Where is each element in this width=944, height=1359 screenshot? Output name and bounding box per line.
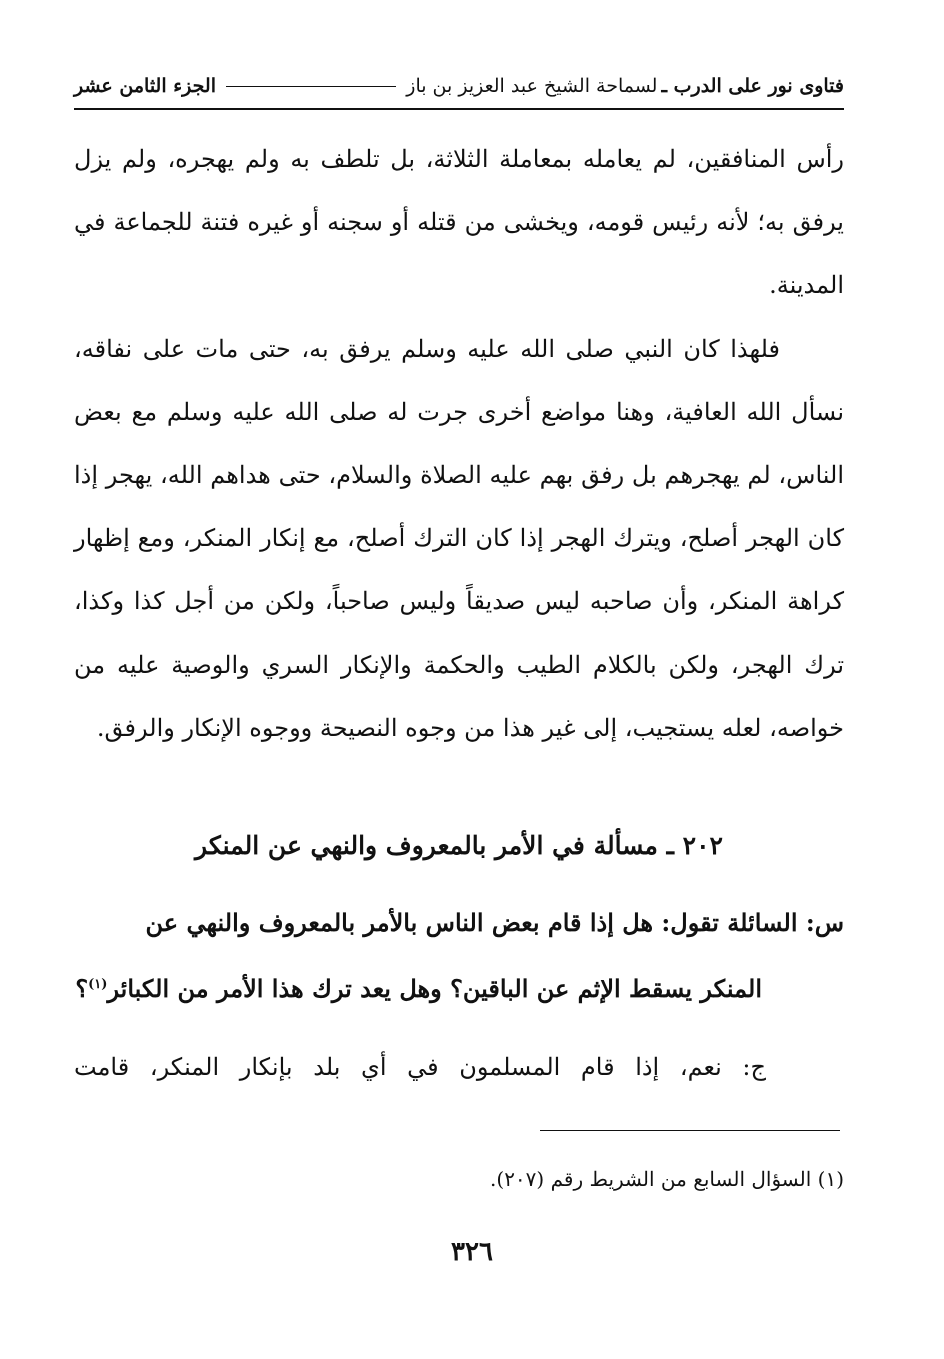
paragraph-1: رأس المنافقين، لم يعامله بمعاملة الثلاثة، بل تلطف به ولم يهجره، ولم يزل يرفق به؛ لأنه رئيس قومه، ويخشى من قتله أو سجنه أو غيره فتنة للجماعة في المدينة.	[74, 145, 844, 300]
answer-block	[74, 1036, 844, 1098]
paragraph-2: فلهذا كان النبي صلى الله عليه وسلم يرفق به، حتى مات على نفاقه، نسأل الله العافية، وهنا مواضع أخرى جرت له صلى الله عليه وسلم مع بعض الناس، لم يهجرهم بل رفق بهم عليه الصلاة والسلام، حتى هداهم الله، يهجر إذا كان الهجر أصلح، ويترك الهجر إذا كان الترك أصلح، مع إنكار المنكر، ومع إظهار كراهة المنكر، وأن صاحبه ليس صديقاً وليس صاحباً، ولكن من أجل كذا وكذا، ترك الهجر، ولكن بالكلام الطيب والحكمة والإنكار السري والوصية عليه من خواصه، لعله يستجيب، إلى غير هذا من وجوه النصيحة ووجوه الإنكار والرفق.	[74, 334, 844, 742]
header-underline	[74, 108, 844, 110]
footnote-separator	[540, 1130, 840, 1131]
footnote: (١) السؤال السابع من الشريط رقم (٢٠٧).	[490, 1167, 844, 1191]
question-end-mark: ؟	[75, 974, 89, 1003]
answer-line: ج: نعم، إذا قام المسلمون في أي بلد بإنكار المنكر، قامت	[74, 1053, 766, 1081]
question-line-2	[74, 954, 844, 1020]
page-number: ٣٢٦	[451, 1237, 493, 1267]
header-dash-rule	[226, 86, 396, 87]
author-name: لسماحة الشيخ عبد العزيز بن باز	[406, 75, 658, 97]
running-header	[74, 66, 844, 106]
body-text	[74, 128, 844, 760]
question-line-1: س: السائلة تقول: هل إذا قام بعض الناس بالأمر بالمعروف والنهي عن	[145, 908, 844, 937]
footnote-marker: (١)	[88, 977, 108, 992]
volume-label: الجزء الثامن عشر	[74, 75, 216, 97]
question-line-2-text: المنكر يسقط الإثم عن الباقين؟ وهل يعد ترك هذا الأمر من الكبائر	[107, 974, 762, 1003]
question-block	[74, 892, 844, 1020]
book-title: فتاوى نور على الدرب ـ	[661, 75, 844, 97]
section-title: ٢٠٢ ـ مسألة في الأمر بالمعروف والنهي عن المنكر	[195, 831, 723, 860]
